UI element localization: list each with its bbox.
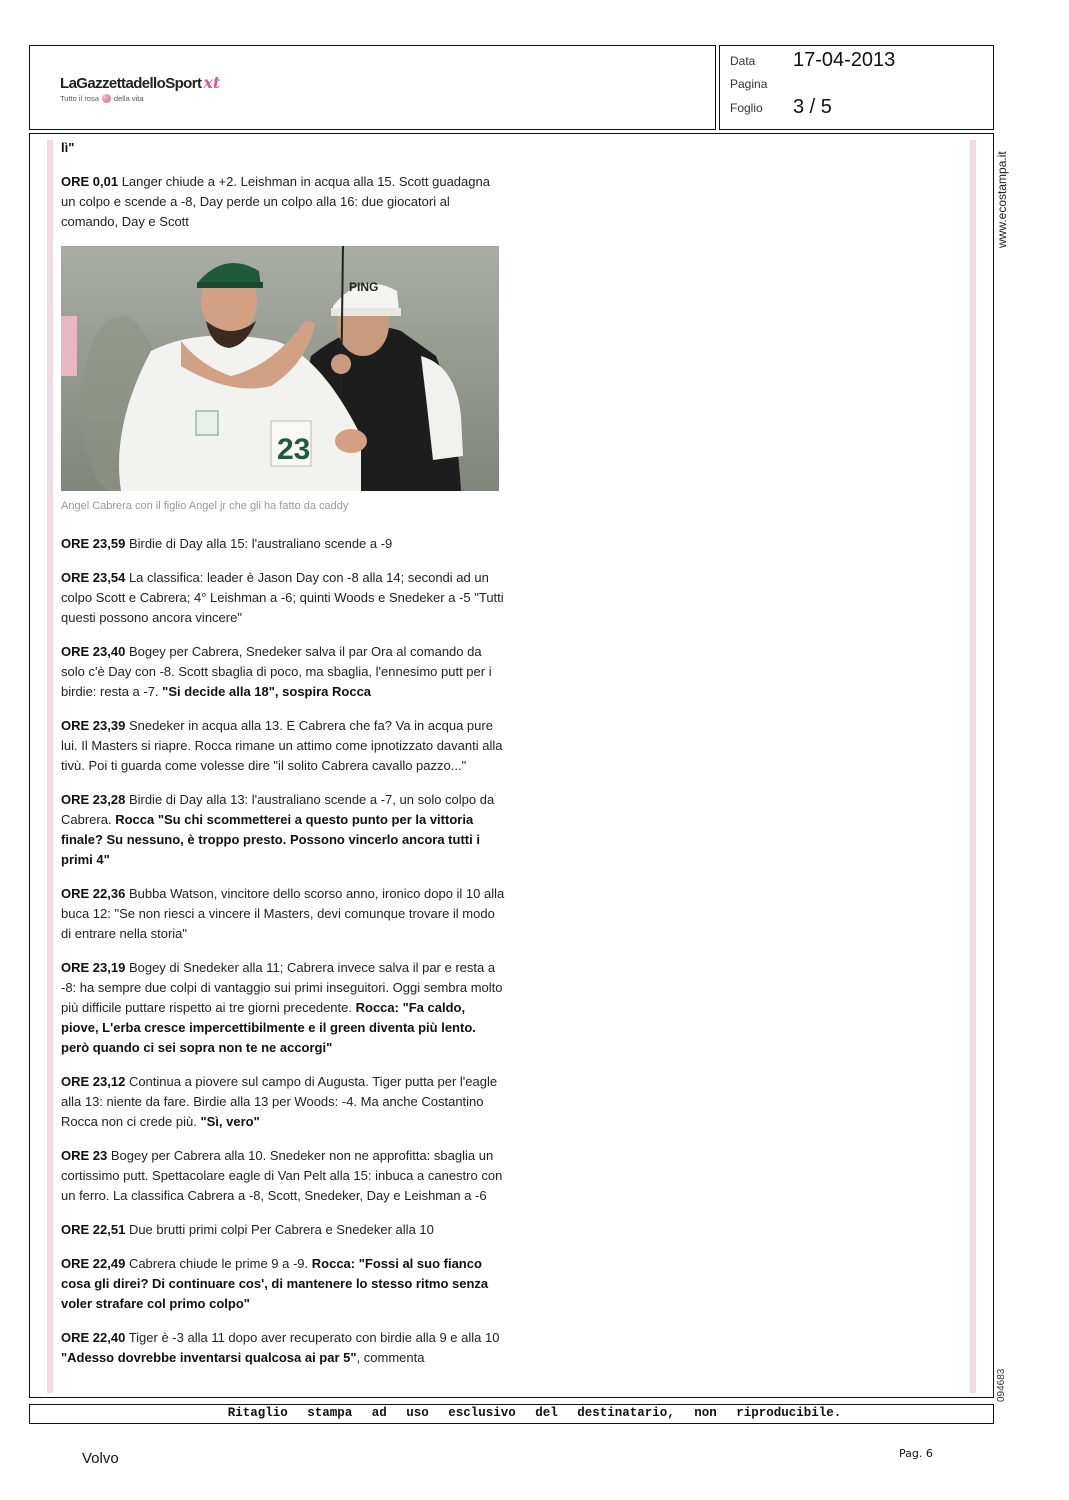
entry-tail: , commenta — [356, 1350, 425, 1365]
cap-brand-text: PING — [349, 280, 379, 294]
entry-paragraph — [61, 172, 505, 232]
entry-quote: Rocca: "Fossi al suo fianco cosa gli direi? Di continuare cos', di mantenere lo stesso ritmo senza voler strafare col primo colpo" — [61, 1256, 489, 1311]
article-intro: lì" — [61, 140, 75, 155]
entry-text: Birdie di Day alla 13: l'australiano scende a -7, un solo colpo da Cabrera. — [61, 792, 495, 827]
entry-time: ORE 23,59 — [61, 536, 126, 551]
entry-paragraph — [61, 1254, 505, 1314]
entry-text: Bogey per Cabrera, Snedeker salva il par Ora al comando da solo c'è Day con -8. Scott sbaglia di poco, ma sbaglia, l'ennesimo putt per i birdie: resta a -7. — [61, 644, 492, 699]
article-body — [61, 138, 505, 1382]
entry-time: ORE 23,28 — [61, 792, 126, 807]
entry-paragraph — [61, 534, 505, 554]
entry-paragraph — [61, 884, 505, 944]
meta-page-label: Pagina — [730, 77, 768, 91]
logo-suffix: xt — [203, 73, 221, 92]
entry-paragraph — [61, 1146, 505, 1206]
entry-quote: Rocca "Su chi scommetterei a questo punto per la vittoria finale? Su nessuno, è troppo presto. Possono vincerlo ancora tutti i primi 4" — [61, 812, 480, 867]
entry-text: Bogey di Snedeker alla 11; Cabrera invece salva il par e resta a -8: ha sempre due colpi di vantaggio sui primi inseguitori. Oggi sembra molto più difficile puttare rispetto ai tre giorni precedente. — [61, 960, 503, 1015]
meta-date-label: Data — [730, 54, 756, 68]
meta-sheet-value: 3 / 5 — [793, 96, 832, 118]
header-logo-box — [29, 45, 716, 130]
entry-text: Bogey per Cabrera alla 10. Snedeker non ne approfitta: sbaglia un cortissimo putt. Spettacolare eagle di Van Pelt alla 15: inbuca a canestro con un ferro. La classifica Cabrera a -8, Scott, Snedeker, Day e Leishman a -6 — [61, 1148, 503, 1203]
page-number: Pag. 6 — [899, 1447, 933, 1460]
entry-quote: Rocca: "Fa caldo, piove, L'erba cresce impercettibilmente e il green diventa più lento. però quando ci sei sopra non te ne accorgi" — [61, 1000, 476, 1055]
entry-time: ORE 22,36 — [61, 886, 126, 901]
entry-text: Bubba Watson, vincitore dello scorso anno, ironico dopo il 10 alla buca 12: "Se non riesci a vincere il Masters, devi comunque trovare il modo di entrare nella storia" — [61, 886, 505, 941]
entry-paragraph — [61, 568, 505, 628]
entry-time: ORE 22,40 — [61, 1330, 126, 1345]
article-photo — [61, 246, 499, 491]
entry-time: ORE 23,39 — [61, 718, 126, 733]
entry-text: Cabrera chiude le prime 9 a -9. — [125, 1256, 312, 1271]
entry-time: ORE 23,54 — [61, 570, 126, 585]
entry-quote: "Sì, vero" — [200, 1114, 260, 1129]
entry-text: Snedeker in acqua alla 13. E Cabrera che fa? Va in acqua pure lui. Il Masters si riapre. Rocca rimane un attimo come ipnotizzato davanti alla tivù. Poi ti guarda come volesse dire "il solito Cabrera cavallo pazzo..." — [61, 718, 503, 773]
logo-wordmark: LaGazzettadelloSport — [60, 75, 202, 92]
logo-tagline-right: della vita — [113, 94, 144, 103]
entry-paragraph — [61, 1220, 505, 1240]
entry-paragraph — [61, 716, 505, 776]
entry-paragraph — [61, 642, 505, 702]
left-margin-bar — [47, 140, 53, 1393]
rosa-icon — [102, 94, 111, 103]
meta-date-value: 17-04-2013 — [793, 49, 896, 71]
entry-paragraph — [61, 1072, 505, 1132]
entry-text: Continua a piovere sul campo di Augusta. Tiger putta per l'eagle alla 13: niente da fare. Birdie alla 13 per Woods: -4. Ma anche Costantino Rocca non ci crede più. — [61, 1074, 498, 1129]
entry-time: ORE 23 — [61, 1148, 108, 1163]
entry-paragraph — [61, 1328, 505, 1368]
entry-text: Birdie di Day alla 15: l'australiano scende a -9 — [125, 536, 393, 551]
entry-quote: "Si decide alla 18", sospira Rocca — [162, 684, 372, 699]
photo-caption: Angel Cabrera con il figlio Angel jr che gli ha fatto da caddy — [61, 500, 349, 512]
header-meta-box — [719, 45, 994, 130]
entry-time: ORE 23,12 — [61, 1074, 126, 1089]
entry-quote: "Adesso dovrebbe inventarsi qualcosa ai par 5" — [61, 1350, 357, 1365]
entry-text: Tiger è -3 alla 11 dopo aver recuperato con birdie alla 9 e alla 10 — [125, 1330, 500, 1345]
entry-text: La classifica: leader è Jason Day con -8 alla 14; secondi ad un colpo Scott e Cabrera; 4° Leishman a -6; quinti Woods e Snedeker a -5 "Tutti questi possono ancora vincere" — [61, 570, 504, 625]
entry-time: ORE 0,01 — [61, 174, 119, 189]
entry-paragraph — [61, 790, 505, 870]
entry-time: ORE 22,51 — [61, 1222, 126, 1237]
entry-time: ORE 22,49 — [61, 1256, 126, 1271]
right-margin-bar — [970, 140, 976, 1393]
caddy-bib-number: 23 — [277, 433, 311, 466]
entry-paragraph — [61, 958, 505, 1058]
entry-text: Due brutti primi colpi Per Cabrera e Snedeker alla 10 — [125, 1222, 434, 1237]
ecostampa-url: www.ecostampa.it — [995, 151, 1009, 248]
logo-tagline — [60, 94, 220, 103]
logo-tagline-left: Tutto il rosa — [60, 94, 99, 103]
footer-notice: Ritaglio stampa ad uso esclusivo del destinatario, non riproducibile. — [227, 1406, 842, 1420]
client-name: Volvo — [82, 1450, 119, 1467]
meta-sheet-label: Foglio — [730, 101, 763, 115]
entry-text: Langer chiude a +2. Leishman in acqua alla 15. Scott guadagna un colpo e scende a -8, Day perde un colpo alla 16: due giocatori al comando, Day e Scott — [61, 174, 490, 229]
entry-time: ORE 23,40 — [61, 644, 126, 659]
clip-code: 094683 — [996, 1368, 1007, 1402]
gazzetta-logo — [60, 73, 220, 103]
entry-time: ORE 23,19 — [61, 960, 126, 975]
